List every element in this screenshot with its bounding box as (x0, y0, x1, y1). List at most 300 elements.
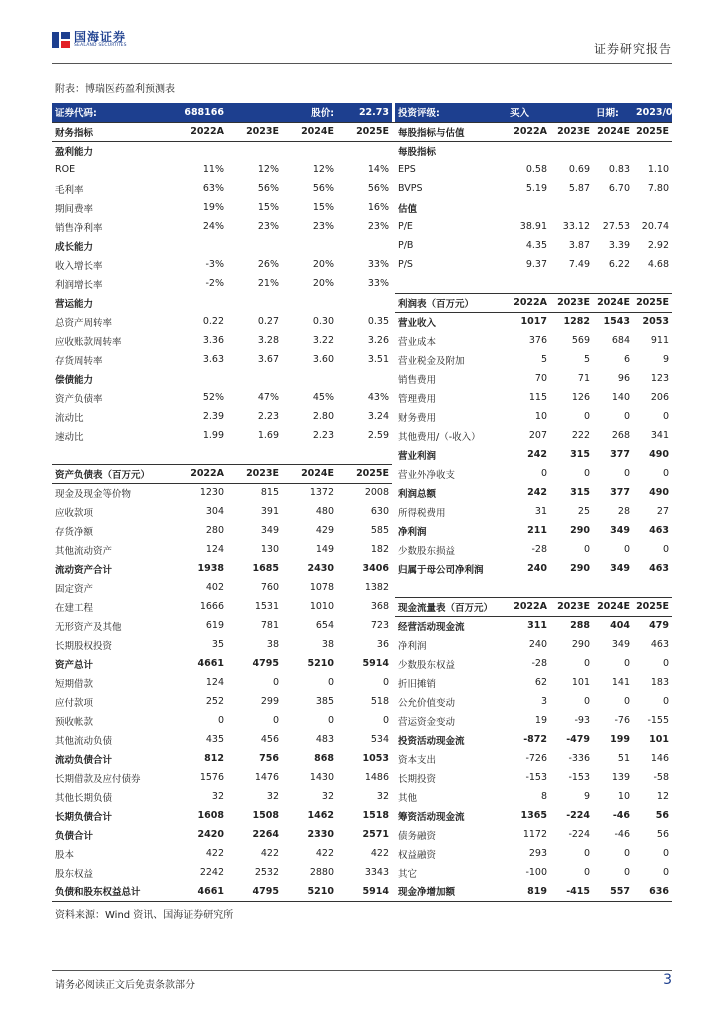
left-value-cell: 422 (370, 848, 389, 859)
table-row (52, 502, 672, 521)
right-value-cell: 376 (528, 335, 547, 346)
right-value-cell: 140 (611, 392, 630, 403)
right-value-cell (507, 274, 550, 293)
right-value-cell: 2023E (550, 293, 593, 312)
table-row (52, 768, 672, 787)
left-value-cell (172, 293, 227, 312)
table-row (52, 274, 672, 293)
left-value-cell: 32 (211, 791, 224, 802)
right-row-label: 债务融资 (398, 830, 437, 842)
right-value-cell (593, 274, 633, 293)
left-row-label: 应收账款周转率 (55, 336, 122, 348)
right-value-cell: -415 (550, 882, 593, 901)
right-value-cell: 557 (593, 882, 633, 901)
left-value-cell: 0 (272, 677, 279, 688)
left-value-cell: 1.99 (202, 430, 224, 441)
left-value-cell: 2330 (307, 829, 334, 840)
left-value-cell: 36 (376, 639, 389, 650)
right-value-cell (633, 578, 672, 597)
right-value-cell: -872 (523, 734, 547, 745)
left-value-cell: 1938 (197, 563, 224, 574)
left-value-cell: 1462 (307, 810, 334, 821)
right-value-cell (633, 198, 672, 217)
left-value-cell: 868 (314, 753, 334, 764)
right-value-cell: 0 (662, 468, 669, 479)
right-value-cell: 38.91 (519, 221, 547, 232)
left-value-cell: 32 (266, 791, 279, 802)
left-value-cell: 45% (312, 392, 334, 403)
left-value-cell: 3.28 (257, 335, 279, 346)
left-value-cell: 12% (257, 164, 279, 175)
right-value-cell: -479 (566, 734, 590, 745)
right-value-cell: 0 (583, 468, 590, 479)
table-row (52, 236, 672, 255)
left-row-label: 股本 (55, 849, 75, 861)
left-row-label: 流动负债合计 (55, 754, 113, 766)
right-row-label: 营运资金变动 (398, 716, 456, 728)
left-value-cell: 124 (205, 544, 224, 555)
right-value-cell: 315 (570, 449, 590, 460)
left-row-label: 流动比 (55, 412, 84, 424)
right-value-cell: 1282 (563, 316, 590, 328)
left-value-cell: 1430 (309, 772, 334, 783)
right-value-cell: 490 (649, 487, 669, 498)
right-value-cell: 242 (527, 487, 547, 498)
left-value-cell: 3.60 (312, 354, 334, 365)
left-value-cell: 304 (205, 506, 224, 517)
table-row (52, 806, 672, 825)
table-row (52, 844, 672, 863)
left-value-cell: 56% (312, 183, 334, 194)
right-value-cell: 141 (611, 677, 630, 688)
table-row (52, 388, 672, 407)
right-value-cell: -93 (574, 715, 590, 726)
right-value-cell: 2022A (507, 122, 550, 141)
left-value-cell: 2008 (364, 487, 389, 499)
right-value-cell: 463 (649, 563, 669, 574)
right-value-cell: 268 (611, 430, 630, 441)
left-value-cell (227, 236, 282, 255)
right-value-cell: 819 (507, 882, 550, 901)
right-value-cell: 6.70 (608, 183, 630, 194)
left-value-cell: 1372 (309, 487, 334, 499)
left-value-cell: 33% (367, 278, 389, 289)
right-row-label: 公允价值变动 (398, 697, 456, 709)
table-row (52, 673, 672, 692)
right-row-label: 权益融资 (398, 849, 437, 861)
left-value-cell: -3% (205, 259, 224, 270)
left-value-cell (282, 141, 337, 160)
left-value-cell: 4795 (227, 882, 282, 901)
right-value-cell: 377 (610, 449, 630, 460)
right-value-cell: 315 (570, 487, 590, 498)
left-value-cell: 4661 (197, 658, 224, 669)
left-value-cell (337, 236, 392, 255)
left-value-cell: 2024E (282, 464, 337, 483)
left-value-cell: 0 (327, 715, 334, 726)
left-value-cell: 3.67 (257, 354, 279, 365)
left-row-label: 财务指标 (52, 122, 172, 141)
right-value-cell: 0 (662, 867, 669, 878)
right-value-cell: 0 (583, 848, 590, 859)
left-row-label: 固定资产 (55, 583, 94, 595)
table-row (52, 597, 672, 616)
left-value-cell: 422 (315, 848, 334, 859)
right-value-cell: 2024E (593, 122, 633, 141)
left-value-cell: 2022A (172, 464, 227, 483)
right-value-cell: 10 (617, 791, 630, 802)
left-value-cell: 1486 (364, 772, 389, 783)
left-value-cell: 3406 (362, 563, 389, 574)
left-value-cell: 15% (312, 202, 334, 213)
left-value-cell: 5210 (282, 882, 337, 901)
company-logo (52, 31, 127, 49)
right-value-cell: -336 (568, 753, 590, 764)
right-value-cell: 2024E (593, 597, 633, 616)
right-value-cell: 56 (656, 829, 669, 840)
left-value-cell: 3.26 (367, 335, 389, 346)
left-value-cell: 1518 (362, 810, 389, 821)
left-value-cell: 299 (260, 696, 279, 707)
right-value-cell: 1017 (520, 316, 547, 328)
left-row-label: 预收帐款 (55, 716, 94, 728)
left-value-cell: 1053 (362, 753, 389, 764)
left-value-cell: 402 (205, 582, 224, 593)
left-value-cell: 3.63 (202, 354, 224, 365)
left-value-cell: 2023E (227, 464, 282, 483)
table-row (52, 616, 672, 635)
left-value-cell: 2430 (307, 563, 334, 574)
left-value-cell: 3343 (364, 867, 389, 878)
left-row-label: 速动比 (55, 431, 84, 443)
left-row-label: 负债和股东权益总计 (52, 882, 172, 901)
right-row-label: 资本支出 (398, 754, 437, 766)
table-row (52, 749, 672, 768)
table-caption: 附表：博瑞医药盈利预测表 (55, 84, 175, 95)
left-value-cell: 5914 (337, 882, 392, 901)
left-row-label: 存货净额 (55, 526, 94, 538)
right-value-cell: 0.83 (608, 164, 630, 175)
right-value-cell (507, 198, 550, 217)
logo-chinese-name: 国海证券 (74, 30, 127, 45)
left-value-cell: 534 (370, 734, 389, 745)
right-value-cell: 146 (650, 753, 669, 764)
right-row-label: 营业收入 (398, 317, 437, 329)
left-value-cell: 33% (367, 259, 389, 270)
left-row-label: 流动资产合计 (55, 564, 113, 576)
left-row-label: 资产总计 (55, 659, 94, 671)
left-row-label: 现金及现金等价物 (55, 488, 132, 500)
right-row-label: 营业税金及附加 (398, 355, 465, 367)
left-value-cell: 0 (382, 677, 389, 688)
left-value-cell: 38 (266, 639, 279, 650)
right-value-cell: 101 (571, 677, 590, 688)
right-value-cell: 0 (623, 696, 630, 707)
left-row-label: 资产负债率 (55, 393, 103, 405)
left-value-cell: 585 (370, 525, 389, 536)
left-value-cell: 2.23 (312, 430, 334, 441)
right-value-cell: 2025E (633, 597, 672, 616)
table-row (52, 559, 672, 578)
right-value-cell: -224 (566, 810, 590, 821)
left-value-cell: 0.27 (257, 316, 279, 327)
left-row-label: 长期借款及应付债券 (55, 773, 141, 785)
left-value-cell (227, 293, 282, 312)
left-value-cell: 11% (202, 164, 224, 175)
left-row-label: 期间费率 (55, 203, 94, 215)
right-value-cell (593, 198, 633, 217)
left-value-cell: 35 (211, 639, 224, 650)
left-value-cell: 38 (321, 639, 334, 650)
right-value-cell (507, 141, 550, 160)
table-row (52, 426, 672, 445)
right-value-cell: 1365 (520, 810, 547, 821)
left-row-label: 长期负债合计 (55, 811, 113, 823)
right-value-cell: 2053 (642, 316, 669, 328)
right-value-cell: -58 (653, 772, 669, 783)
left-value-cell: 43% (367, 392, 389, 403)
right-value-cell: 2025E (633, 122, 672, 141)
left-value-cell: 368 (370, 601, 389, 612)
right-row-label: 营业成本 (398, 336, 437, 348)
left-value-cell: 47% (257, 392, 279, 403)
left-value-cell (227, 369, 282, 388)
right-value-cell: 2022A (507, 293, 550, 312)
right-value-cell: 0.58 (525, 164, 547, 175)
right-value-cell: 3 (540, 696, 547, 707)
table-row (52, 882, 672, 901)
right-value-cell: 0 (623, 544, 630, 555)
left-value-cell: 2.39 (202, 411, 224, 422)
right-value-cell: 1.10 (647, 164, 669, 175)
right-row-label: 现金流量表（百万元） (395, 597, 507, 616)
right-row-label: 现金净增加额 (395, 882, 507, 901)
table-row (52, 350, 672, 369)
right-value-cell: 211 (527, 525, 547, 536)
table-row (52, 293, 672, 312)
right-row-label: 利润表（百万元） (395, 293, 507, 312)
right-value-cell: 911 (650, 335, 669, 346)
right-value-cell (550, 141, 593, 160)
left-value-cell: 4795 (252, 658, 279, 669)
left-value-cell: 349 (260, 525, 279, 536)
left-value-cell: 385 (315, 696, 334, 707)
table-row (52, 179, 672, 198)
right-value-cell: 5 (583, 354, 590, 365)
right-row-label: 少数股东损益 (398, 545, 456, 557)
right-value-cell: 463 (650, 639, 669, 650)
left-value-cell: 21% (257, 278, 279, 289)
left-value-cell (282, 293, 337, 312)
right-value-cell: 341 (650, 430, 669, 441)
table-row (52, 160, 672, 179)
right-value-cell: 199 (610, 734, 630, 745)
right-value-cell (633, 274, 672, 293)
right-value-cell: 2023E (550, 597, 593, 616)
right-value-cell: 2022A (507, 597, 550, 616)
right-value-cell: 9.37 (525, 259, 547, 270)
left-row-label: 收入增长率 (55, 260, 103, 272)
right-value-cell: 5.19 (525, 183, 547, 194)
right-value-cell (593, 141, 633, 160)
right-value-cell: 0 (540, 468, 547, 479)
left-row-label: 总资产周转率 (55, 317, 113, 329)
right-value-cell: 12 (656, 791, 669, 802)
right-value-cell: 0 (583, 658, 590, 669)
right-row-label: 折旧摊销 (398, 678, 437, 690)
right-value-cell: 28 (617, 506, 630, 517)
left-row-label: 销售净利率 (55, 222, 103, 234)
right-value-cell: 25 (577, 506, 590, 517)
footer-divider (52, 970, 672, 971)
right-value-cell: 207 (528, 430, 547, 441)
right-value-cell: 2023E (550, 122, 593, 141)
right-row-label: P/B (398, 240, 414, 251)
right-value-cell: 377 (610, 487, 630, 498)
right-value-cell: 569 (571, 335, 590, 346)
table-row (52, 540, 672, 559)
table-row (52, 445, 672, 464)
right-value-cell: 0 (623, 658, 630, 669)
left-value-cell: 3.36 (202, 335, 224, 346)
right-value-cell: 636 (633, 882, 672, 901)
left-value-cell: 3.22 (312, 335, 334, 346)
left-value-cell: 2571 (362, 829, 389, 840)
left-value-cell: 781 (260, 620, 279, 631)
right-value-cell: 0 (623, 468, 630, 479)
left-value-cell: 12% (312, 164, 334, 175)
right-value-cell: 71 (577, 373, 590, 384)
right-value-cell: 222 (571, 430, 590, 441)
table-row (52, 312, 672, 331)
right-value-cell: 31 (534, 506, 547, 517)
right-value-cell: 139 (611, 772, 630, 783)
right-value-cell: 20.74 (641, 221, 669, 232)
right-value-cell: 349 (610, 563, 630, 574)
rating-label: 投资评级: (395, 103, 507, 122)
right-value-cell: 101 (649, 734, 669, 745)
left-row-label: 偿债能力 (55, 374, 94, 386)
left-value-cell: 2024E (282, 122, 337, 141)
table-row (52, 369, 672, 388)
right-value-cell: 51 (617, 753, 630, 764)
left-row-label: 毛利率 (55, 184, 84, 196)
table-row (52, 654, 672, 673)
left-value-cell: 5914 (362, 658, 389, 669)
right-value-cell: 404 (610, 620, 630, 632)
price-label: 股价: (282, 103, 337, 122)
left-value-cell: 1531 (254, 601, 279, 612)
right-value-cell: 0 (623, 411, 630, 422)
left-value-cell: 0 (217, 715, 224, 726)
right-value-cell: 2024E (593, 293, 633, 312)
right-row-label: 所得税费用 (398, 507, 446, 519)
left-value-cell: 124 (205, 677, 224, 688)
right-row-label: 其他费用/（-收入） (398, 431, 481, 443)
report-date: 2023/04/25 (633, 103, 672, 122)
table-row (52, 730, 672, 749)
right-row-label: EPS (398, 164, 416, 175)
right-value-cell: 684 (611, 335, 630, 346)
right-value-cell: -46 (612, 810, 630, 821)
right-value-cell: 311 (527, 620, 547, 632)
right-value-cell: 0.69 (568, 164, 590, 175)
left-value-cell: 52% (202, 392, 224, 403)
right-value-cell: 56 (655, 810, 669, 821)
right-value-cell: 9 (583, 791, 590, 802)
left-value-cell: 2532 (254, 867, 279, 878)
right-row-label: 其它 (398, 868, 418, 880)
right-value-cell: 0 (583, 544, 590, 555)
table-row (52, 483, 672, 502)
right-value-cell: 349 (610, 525, 630, 536)
left-row-label: 存货周转率 (55, 355, 103, 367)
left-value-cell (172, 445, 227, 464)
right-value-cell: 5.87 (568, 183, 590, 194)
left-value-cell: 1078 (309, 582, 334, 593)
right-value-cell (633, 141, 672, 160)
right-value-cell: 7.80 (647, 183, 669, 194)
left-value-cell (227, 141, 282, 160)
left-value-cell: 4661 (172, 882, 227, 901)
left-row-label: 利润增长率 (55, 279, 103, 291)
right-value-cell: -76 (614, 715, 630, 726)
right-value-cell: 62 (534, 677, 547, 688)
left-value-cell (337, 293, 392, 312)
right-value-cell: 290 (571, 639, 590, 650)
left-value-cell: 1508 (252, 810, 279, 821)
right-row-label: 投资活动现金流 (398, 735, 465, 747)
left-value-cell: 20% (312, 259, 334, 270)
right-value-cell: 288 (570, 620, 590, 632)
left-value-cell: 1010 (309, 601, 334, 612)
left-value-cell: 280 (205, 525, 224, 536)
right-value-cell: 123 (650, 373, 669, 384)
left-row-label: 其他流动负债 (55, 735, 113, 747)
right-row-label: 财务费用 (398, 412, 437, 424)
left-row-label: 其他长期负债 (55, 792, 113, 804)
right-row-label: 筹资活动现金流 (398, 811, 465, 823)
table-row (52, 578, 672, 597)
data-source-note: 资料来源：Wind 资讯、国海证券研究所 (55, 910, 234, 921)
left-value-cell: 2.23 (257, 411, 279, 422)
right-value-cell (550, 274, 593, 293)
table-row (52, 787, 672, 806)
logo-mark-icon (52, 31, 70, 49)
left-value-cell: 2025E (337, 122, 392, 141)
date-label: 日期: (593, 103, 633, 122)
left-row-label: 资产负债表（百万元） (52, 464, 172, 483)
left-value-cell: 1666 (199, 601, 224, 612)
left-row-label: 其他流动资产 (55, 545, 113, 557)
page-number: 3 (663, 972, 672, 988)
left-value-cell: 16% (367, 202, 389, 213)
table-row (52, 825, 672, 844)
left-value-cell: 518 (370, 696, 389, 707)
left-row-label: ROE (55, 164, 76, 175)
left-value-cell: 723 (370, 620, 389, 631)
left-value-cell: 756 (259, 753, 279, 764)
right-value-cell (507, 578, 550, 597)
right-value-cell: 490 (649, 449, 669, 460)
right-value-cell: 3.87 (568, 240, 590, 251)
table-row (52, 122, 672, 141)
page-header (52, 28, 672, 64)
left-value-cell: 2242 (199, 867, 224, 878)
left-value-cell (172, 141, 227, 160)
left-value-cell: 0 (272, 715, 279, 726)
left-value-cell: 1576 (199, 772, 224, 783)
